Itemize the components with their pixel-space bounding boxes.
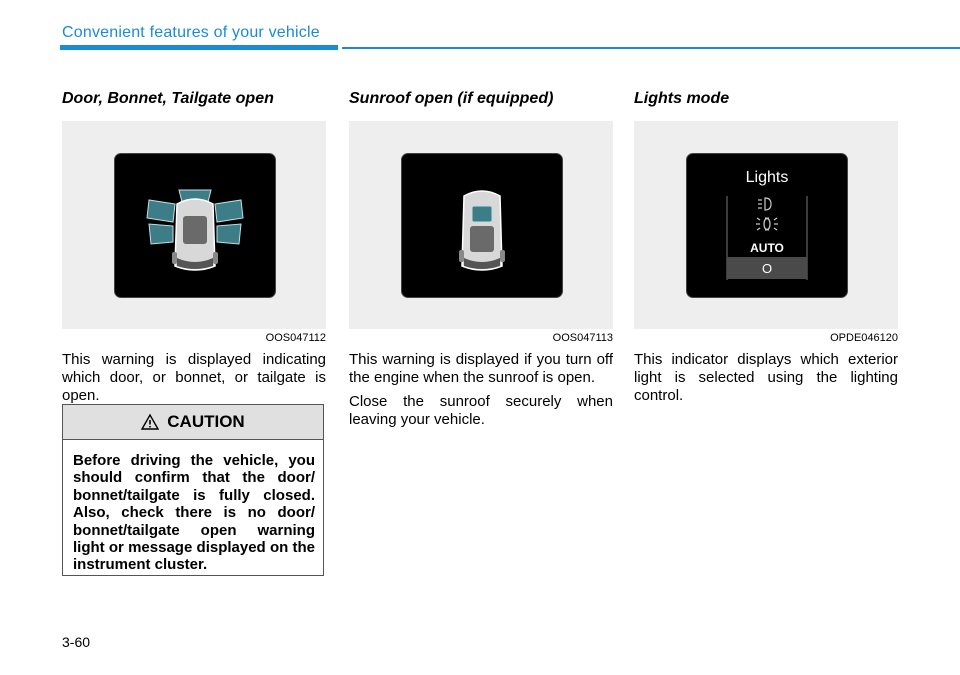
paragraph: Close the sunroof securely when leaving your vehicle. — [349, 393, 613, 428]
lights-menu-display — [687, 154, 847, 297]
section-title: Lights mode — [634, 90, 730, 107]
position-light-icon — [756, 218, 778, 230]
caution-box — [62, 404, 324, 576]
headlight-icon — [758, 198, 771, 210]
page-number: 3-60 — [62, 634, 91, 650]
figure-lights-mode — [634, 121, 898, 329]
figure-code: OPDE046120 — [830, 332, 898, 344]
section-title: Sunroof open (if equipped) — [349, 90, 554, 107]
cluster-display — [686, 153, 848, 298]
lights-menu-title: Lights — [745, 169, 789, 186]
figure-sunroof-open — [349, 121, 613, 329]
caution-text: Before driving the vehicle, you should confirm that the door/ bonnet/tailgate is fully closed. Also, check there is no door/ bonnet/tailgate open warning light or message displayed on the instrument cluster. — [73, 452, 315, 574]
section-header-title: Convenient features of your vehicle — [62, 24, 320, 41]
paragraph: This warning is displayed indicating which door, or bonnet, or tailgate is open. — [62, 351, 326, 404]
header-rule — [342, 47, 960, 49]
section-door-bonnet-tailgate — [62, 90, 326, 405]
section-sunroof-open — [349, 90, 613, 429]
figure-door-open — [62, 121, 326, 329]
cluster-display — [114, 153, 276, 298]
section-lights-mode — [634, 90, 898, 405]
paragraph: This warning is displayed if you turn off the engine when the sunroof is open. — [349, 351, 613, 386]
section-title: Door, Bonnet, Tailgate open — [62, 90, 274, 107]
paragraph: This indicator displays which exterior light is selected using the lighting control. — [634, 351, 898, 404]
caution-header — [63, 405, 323, 440]
cluster-display — [401, 153, 563, 298]
caution-label: CAUTION — [167, 412, 245, 431]
warning-triangle-icon — [141, 414, 159, 430]
car-doors-open-icon — [115, 154, 275, 297]
lights-off-label: O — [761, 261, 773, 276]
car-sunroof-open-icon — [402, 154, 562, 297]
figure-code: OOS047112 — [265, 332, 326, 344]
figure-code: OOS047113 — [552, 332, 613, 344]
lights-auto-label: AUTO — [750, 241, 784, 255]
header-rule-accent — [60, 45, 338, 50]
